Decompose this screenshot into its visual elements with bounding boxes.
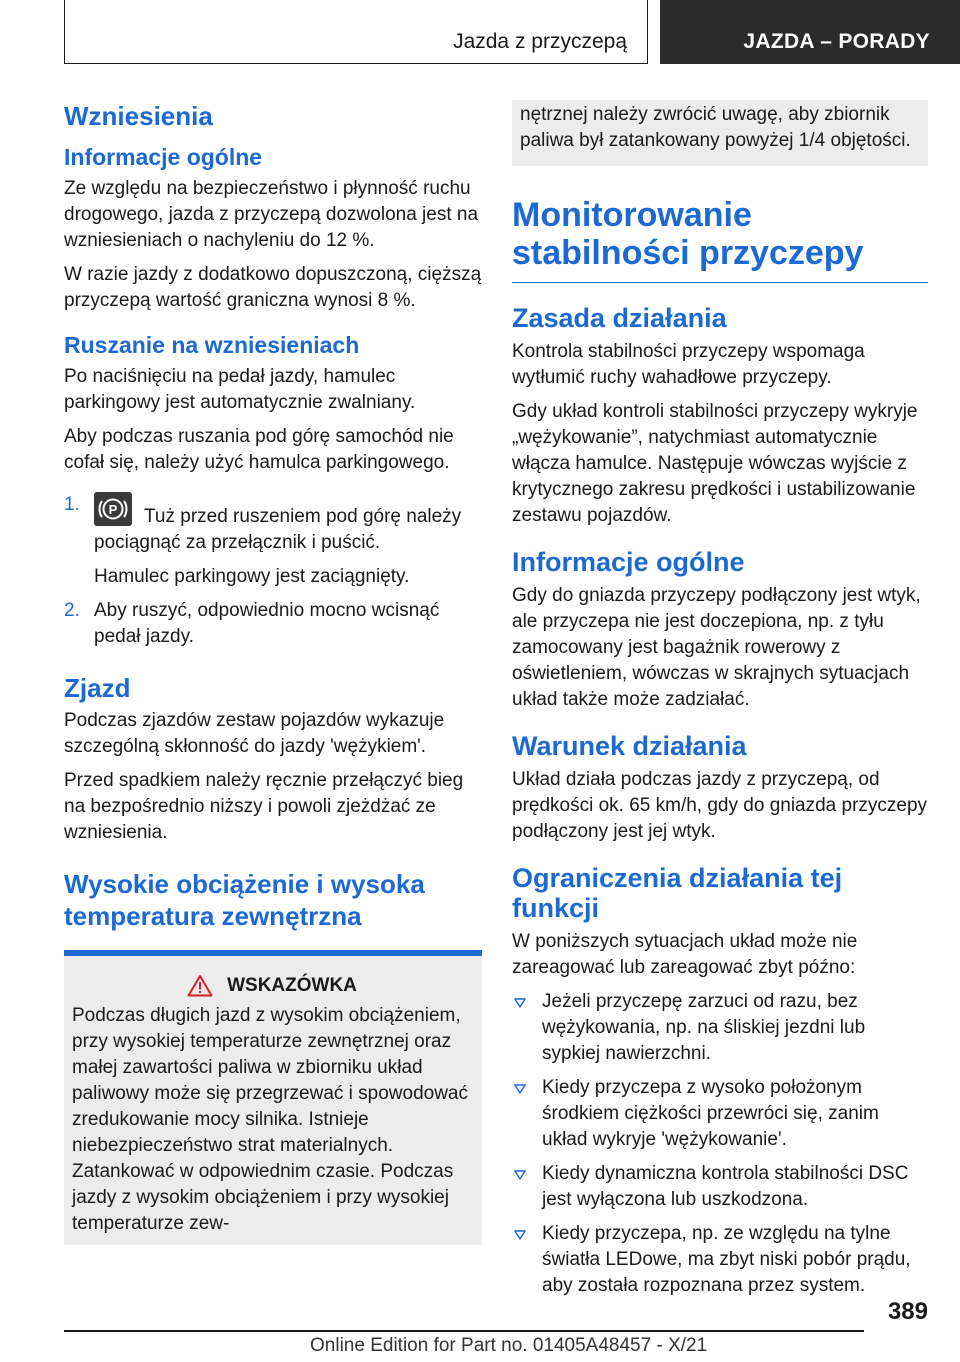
list-item-text: Kiedy przyczepa, np. ze względu na tylne światła LEDowe, ma zbyt niski pobór prądu, aby została rozpoznana przez system.: [542, 1223, 911, 1296]
right-column: [512, 100, 928, 1307]
heading-limitations: Ograniczenia działania tej funkcji: [512, 863, 843, 923]
section-title-hills: Wzniesienia: [64, 101, 213, 131]
warning-title-text: WSKAZÓWKA: [227, 974, 357, 996]
paragraph: Gdy układ kontroli stabilności przyczepy wykryje „wężykowanie”, natychmiast automatycznie włącza hamulce. Następuje wówczas wyjście z krytycznego zakresu prędkości i ustabilizowanie zestawu pojazdów.: [512, 401, 918, 526]
heading-descent: Zjazd: [64, 673, 131, 703]
paragraph: W razie jazdy z dodatkowo dopuszczoną, cięższą przyczepą wartość graniczna wynosi 8 %.: [64, 264, 482, 311]
list-item: [512, 989, 928, 1067]
warning-text: Podczas długich jazd z wysokim obciążeniem, przy wysokiej temperaturze zewnętrznej oraz małej zawartości paliwa w zbiorniku układ paliwowy może się przegrzewać i spowodować zredukowanie mocy silnika. Istnieje niebezpieczeństwo strat materialnych. Zatankować w odpowiednim czasie. Podczas jazdy z wysokim obciążeniem i przy wysokiej temperaturze zew-: [72, 1005, 469, 1234]
paragraph: Aby podczas ruszania pod górę samochód nie cofał się, należy użyć hamulca parkingowego.: [64, 426, 454, 473]
parking-brake-icon: [94, 492, 132, 526]
header-chapter-title: JAZDA – PORADY: [743, 30, 930, 53]
paragraph: Kontrola stabilności przyczepy wspomaga wytłumić ruchy wahadłowe przyczepy.: [512, 341, 865, 388]
left-column: [64, 100, 482, 1245]
triangle-bullet-icon: [514, 998, 526, 1008]
svg-text:P: P: [108, 502, 118, 517]
list-item: [512, 1161, 928, 1213]
step-item: [64, 492, 482, 556]
warning-continuation-box: nętrznej należy zwrócić uwagę, aby zbiornik paliwa był zatankowany powyżej 1/4 objętości.: [512, 100, 928, 166]
list-item-text: Kiedy dynamiczna kontrola stabilności DSC jest wyłączona lub uszkodzona.: [542, 1163, 909, 1210]
paragraph: Ze względu na bezpieczeństwo i płynność ruchu drogowego, jazda z przyczepą dozwolona jest na wzniesieniach o nachyleniu do 12 %.: [64, 178, 479, 251]
step-number: 1.: [64, 494, 80, 515]
triangle-bullet-icon: [514, 1084, 526, 1094]
heading-principle: Zasada działania: [512, 303, 727, 333]
header-chapter-box: [660, 0, 960, 64]
warning-title: [72, 974, 472, 997]
paragraph: Gdy do gniazda przyczepy podłączony jest wtyk, ale przyczepa nie jest doczepiona, np. z tyłu zamocowany jest bagażnik rowerowy z oświetleniem, wówczas w skrajnych sytuacjach układ także może zadziałać.: [512, 585, 921, 710]
paragraph: Po naciśnięciu na pedał jazdy, hamulec parkingowy jest automatycznie zwalniany.: [64, 366, 416, 413]
header-section-title: Jazda z przyczepą: [453, 30, 627, 53]
heading-general-info: Informacje ogólne: [64, 144, 263, 170]
step-result: Hamulec parkingowy jest zaciągnięty.: [94, 566, 410, 587]
page-number: 389: [887, 1298, 928, 1325]
list-item-text: Jeżeli przyczepę zarzuci od razu, bez wężykowania, np. na śliskiej jezdni lub sypkiej nawierzchni.: [542, 991, 866, 1064]
triangle-bullet-icon: [514, 1230, 526, 1240]
paragraph: Układ działa podczas jazdy z przyczepą, od prędkości ok. 65 km/h, gdy do gniazda przyczepy podłączony jest jej wtyk.: [512, 769, 928, 842]
warning-box: [64, 956, 482, 1245]
footer-edition: [310, 1335, 707, 1357]
footer-rule: [64, 1330, 864, 1332]
heading-high-load: Wysokie obciążenie i wysoka temperatura zewnętrzna: [64, 869, 425, 931]
step-number: 2.: [64, 600, 80, 621]
heading-condition: Warunek działania: [512, 731, 747, 761]
heading-general-info: Informacje ogólne: [512, 547, 745, 577]
step-text: Aby ruszyć, odpowiednio mocno wcisnąć pedał jazdy.: [94, 600, 440, 647]
paragraph: Podczas zjazdów zestaw pojazdów wykazuje szczególną skłonność do jazdy 'wężykiem'.: [64, 710, 445, 757]
footer-edition-text: Online Edition for Part no. 01405A48457 - X/21: [310, 1335, 708, 1356]
triangle-bullet-icon: [514, 1170, 526, 1180]
warning-triangle-icon: [187, 974, 213, 997]
heading-starting-on-hills: Ruszanie na wzniesieniach: [64, 332, 360, 358]
list-item: [512, 1221, 928, 1299]
paragraph: Przed spadkiem należy ręcznie przełączyć bieg na bezpośrednio niższy i powoli zjeżdżać ze wzniesienia.: [64, 770, 464, 843]
paragraph: W poniższych sytuacjach układ może nie zareagować lub zareagować zbyt późno:: [512, 931, 858, 978]
step-text: Tuż przed ruszeniem pod górę należy pociągnąć za przełącznik i puścić.: [94, 506, 462, 553]
chapter-title-stability: Monitorowanie stabilności przyczepy: [512, 196, 928, 283]
list-item: [512, 1075, 928, 1153]
list-item-text: Kiedy przyczepa z wysoko położonym środkiem ciężkości przewróci się, zanim układ wykryje 'wężykowanie'.: [542, 1077, 879, 1150]
step-item: [64, 598, 482, 650]
header-section-box: [64, 0, 648, 64]
